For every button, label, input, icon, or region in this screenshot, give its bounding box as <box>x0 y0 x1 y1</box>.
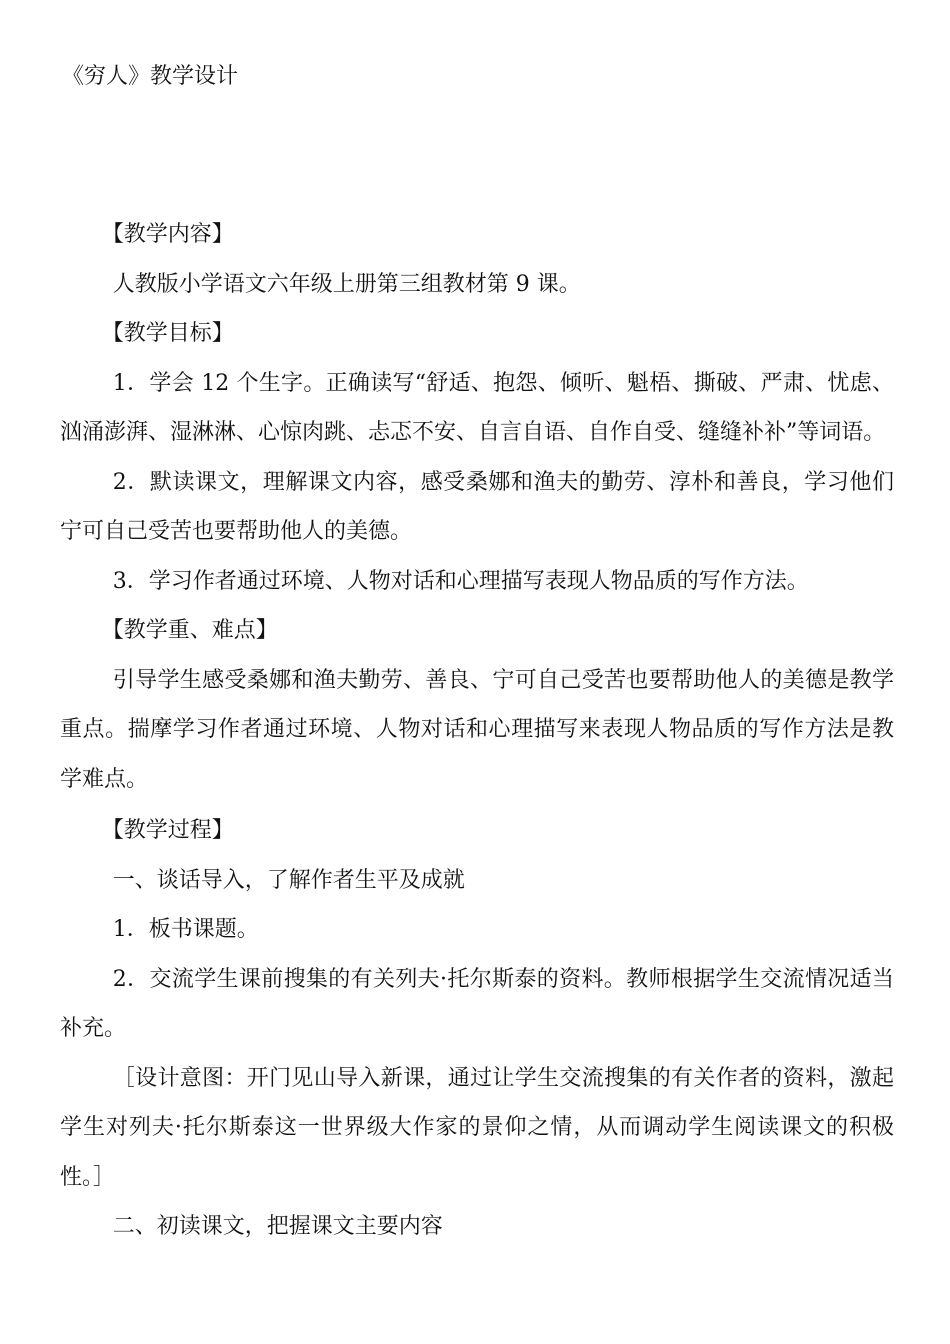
paragraph-goal-1: 1．学会 12 个生字。正确读写“舒适、抱怨、倾听、魁梧、撕破、严肃、忧虑、汹涌澎湃、湿淋淋、心惊肉跳、忐忑不安、自言自语、自作自受、缝缝补补”等词语。 <box>60 370 894 445</box>
paragraph-goal-3: 3．学习作者通过环境、人物对话和心理描写表现人物品质的写作方法。 <box>112 568 809 594</box>
paragraph-design-intent: ［设计意图：开门见山导入新课，通过让学生交流搜集的有关作者的资料，激起学生对列夫·托尔斯泰这一世界级大作家的景仰之情，从而调动学生阅读课文的积极性。］ <box>60 1065 894 1190</box>
document-title: 《穷人》教学设计 <box>62 64 239 89</box>
paragraph-step-1-item-2: 2．交流学生课前搜集的有关列夫·托尔斯泰的资料。教师根据学生交流情况适当补充。 <box>60 966 894 1041</box>
paragraph-step-1-heading: 一、谈话导入，了解作者生平及成就 <box>112 867 465 893</box>
section-heading-goals: 【教学目标】 <box>101 321 234 346</box>
paragraph-step-2-heading: 二、初读课文，把握课文主要内容 <box>112 1214 443 1239</box>
paragraph-content-text: 人教版小学语文六年级上册第三组教材第 9 课。 <box>112 271 581 297</box>
section-heading-process: 【教学过程】 <box>101 818 234 843</box>
paragraph-step-1-item-1: 1．板书课题。 <box>112 917 259 942</box>
paragraph-key-points: 引导学生感受桑娜和渔夫勤劳、善良、宁可自己受苦也要帮助他人的美德是教学重点。揣摩学习作者通过环境、人物对话和心理描写来表现人物品质的写作方法是教学难点。 <box>60 667 894 792</box>
section-heading-key-points: 【教学重、难点】 <box>101 618 278 643</box>
document-body <box>60 210 894 1252</box>
section-heading-content: 【教学内容】 <box>101 222 234 247</box>
paragraph-goal-2: 2．默读课文，理解课文内容，感受桑娜和渔夫的勤劳、淳朴和善良，学习他们宁可自己受苦也要帮助他人的美德。 <box>60 469 894 544</box>
